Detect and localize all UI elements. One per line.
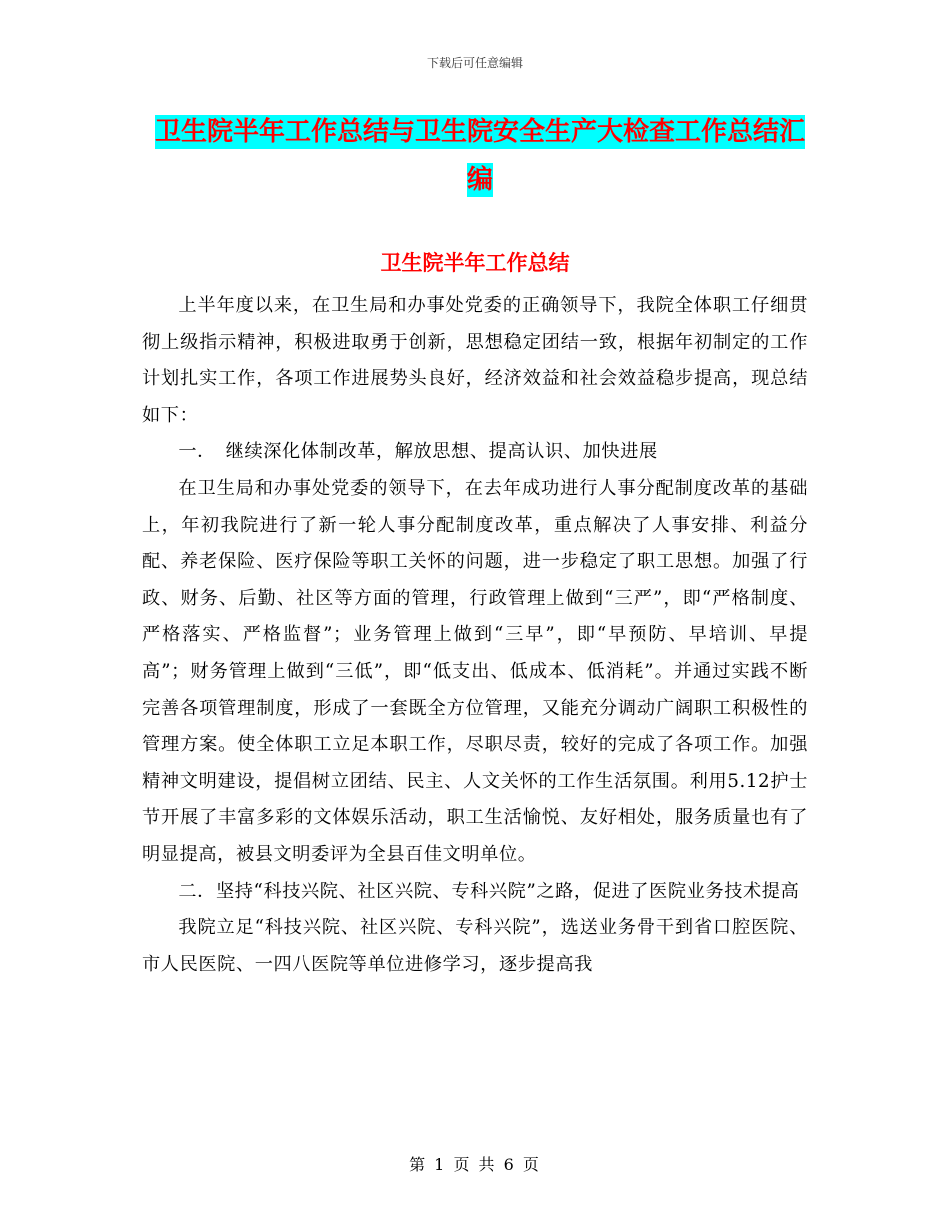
document-body	[142, 288, 808, 983]
body-paragraph: 上半年度以来，在卫生局和办事处党委的正确领导下，我院全体职工仔细贯彻上级指示精神，积极进取勇于创新，思想稳定团结一致，根据年初制定的工作计划扎实工作，各项工作进展势头良好，经济效益和社会效益稳步提高，现总结如下：	[142, 295, 808, 426]
body-paragraph: 我院立足“科技兴院、社区兴院、专科兴院”，选送业务骨干到省口腔医院、市人民医院、一四八医院等单位进修学习，逐步提高我	[142, 917, 808, 975]
header-note: 下载后可任意编辑	[426, 56, 523, 70]
section-title: 卫生院半年工作总结	[380, 251, 570, 275]
body-paragraph: 在卫生局和办事处党委的领导下，在去年成功进行人事分配制度改革的基础上，年初我院进行了新一轮人事分配制度改革，重点解决了人事安排、利益分配、养老保险、医疗保险等职工关怀的问题，进一步稳定了职工思想。加强了行政、财务、后勤、社区等方面的管理，行政管理上做到“三严”，即“严格制度、严格落实、严格监督”；业务管理上做到“三早”，即“早预防、早培训、早提高”；财务管理上做到“三低”，即“低支出、低成本、低消耗”。并通过实践不断完善各项管理制度，形成了一套既全方位管理，又能充分调动广阔职工积极性的管理方案。使全体职工立足本职工作，尽职尽责，较好的完成了各项工作。加强精神文明建设，提倡树立团结、民主、人文关怀的工作生活氛围。利用5.12护士节开展了丰富多彩的文体娱乐活动，职工生活愉悦、友好相处，服务质量也有了明显提高，被县文明委评为全县百佳文明单位。	[142, 477, 808, 865]
body-heading-1: 一． 继续深化体制改革，解放思想、提高认识、加快进展	[178, 441, 658, 463]
document-title	[150, 108, 810, 204]
document-title-text: 卫生院半年工作总结与卫生院安全生产大检查工作总结汇编	[154, 117, 805, 195]
page-footer: 第 1 页 共 6 页	[409, 1155, 541, 1174]
body-heading-2: 二．坚持“科技兴院、社区兴院、专科兴院”之路，促进了医院业务技术提高	[178, 880, 800, 902]
